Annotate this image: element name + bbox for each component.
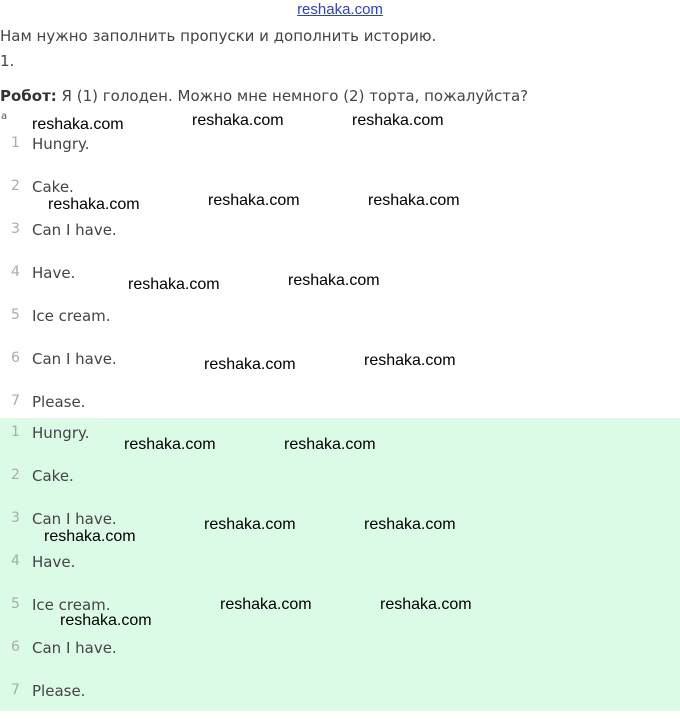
robot-label: Робот: [0, 87, 57, 105]
item-text: Ice cream. [32, 596, 111, 614]
item-text: Can I have. [32, 221, 117, 239]
list-item [0, 461, 680, 504]
item-text: Cake. [32, 467, 74, 485]
item-text: Please. [32, 393, 86, 411]
item-number: 4 [11, 264, 20, 280]
item-number: 4 [11, 553, 20, 569]
watermark: reshaka.com [44, 528, 136, 545]
list-item [0, 301, 680, 344]
item-number: 5 [11, 307, 20, 323]
list-item [0, 215, 680, 258]
item-number: 2 [11, 178, 20, 194]
watermark: reshaka.com [60, 612, 152, 629]
item-text: Please. [32, 682, 86, 700]
site-header-link[interactable]: reshaka.com [297, 1, 383, 18]
item-number: 6 [11, 350, 20, 366]
item-number: 7 [11, 393, 20, 409]
cut-off-text: a [1, 113, 8, 121]
item-text: Can I have. [32, 350, 117, 368]
watermark: reshaka.com [204, 516, 296, 533]
item-number: 1 [11, 424, 20, 440]
task-number: 1. [0, 52, 15, 70]
item-number: 5 [11, 596, 20, 612]
watermark: reshaka.com [192, 112, 284, 129]
watermark: reshaka.com [124, 436, 216, 453]
watermark: reshaka.com [364, 516, 456, 533]
watermark: reshaka.com [208, 192, 300, 209]
task-instruction: Нам нужно заполнить пропуски и дополнить историю. [0, 27, 437, 45]
watermark: reshaka.com [368, 192, 460, 209]
list-item [0, 547, 680, 590]
item-text: Have. [32, 264, 76, 282]
watermark: reshaka.com [364, 352, 456, 369]
item-text: Hungry. [32, 135, 90, 153]
watermark: reshaka.com [128, 276, 220, 293]
list-item [0, 633, 680, 676]
watermark: reshaka.com [380, 596, 472, 613]
item-text: Cake. [32, 178, 74, 196]
item-text: Ice cream. [32, 307, 111, 325]
item-number: 7 [11, 682, 20, 698]
item-text: Can I have. [32, 639, 117, 657]
watermark: reshaka.com [284, 436, 376, 453]
item-text: Have. [32, 553, 76, 571]
watermark: reshaka.com [220, 596, 312, 613]
list-item [0, 676, 680, 719]
item-number: 2 [11, 467, 20, 483]
robot-text: Я (1) голоден. Можно мне немного (2) торта, пожалуйста? [56, 87, 529, 105]
watermark: reshaka.com [32, 116, 124, 133]
watermark: reshaka.com [352, 112, 444, 129]
item-number: 3 [11, 221, 20, 237]
answers-list [0, 418, 680, 711]
watermark: reshaka.com [288, 272, 380, 289]
watermark: reshaka.com [48, 196, 140, 213]
item-text: Can I have. [32, 510, 117, 528]
item-number: 6 [11, 639, 20, 655]
item-number: 3 [11, 510, 20, 526]
item-text: Hungry. [32, 424, 90, 442]
robot-line [0, 87, 528, 105]
item-number: 1 [11, 135, 20, 151]
watermark: reshaka.com [204, 356, 296, 373]
list-item [0, 344, 680, 387]
list-item [0, 129, 680, 172]
